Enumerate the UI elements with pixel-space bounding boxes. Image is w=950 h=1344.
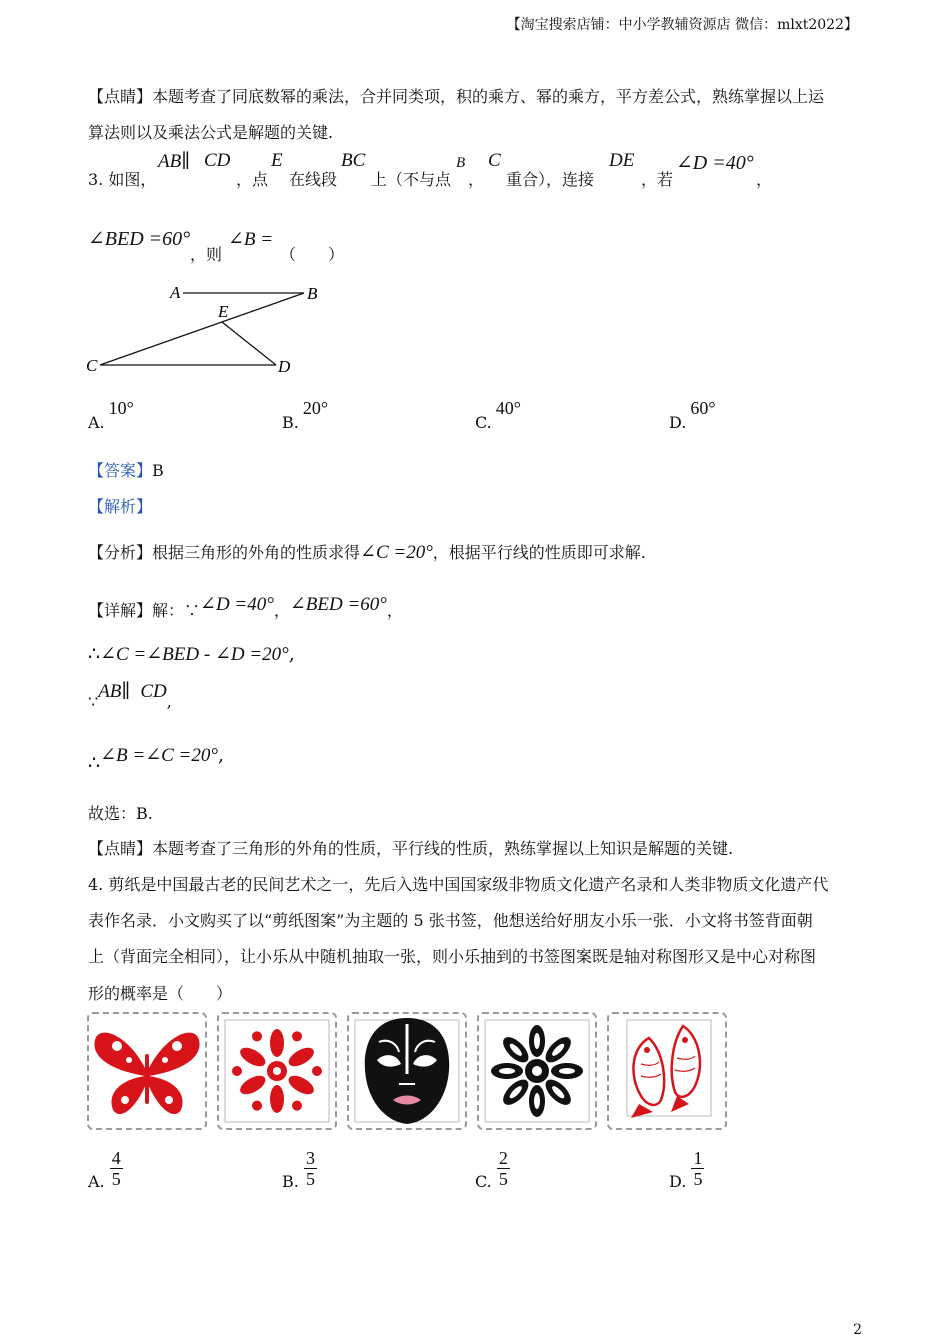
q3-number: 3. 如图， <box>88 170 157 189</box>
q3-figure <box>80 278 340 382</box>
q4-option-a[interactable]: A. $\frac{4}{5}$ <box>88 1148 121 1191</box>
q4-option-b[interactable]: B. $\frac{3}{5}$ <box>282 1148 315 1191</box>
prev-review-line1 <box>88 84 824 107</box>
q3-t3: 上（不与点 <box>371 170 452 189</box>
bookmark-card-5 <box>607 1012 727 1130</box>
q3-option-d[interactable]: D.60° <box>669 398 716 432</box>
q3-t5: 重合），连接 <box>506 170 595 189</box>
q3-jiexi-tag: 【解析】 <box>88 497 153 516</box>
q3-angle-b: ∠B = <box>228 229 274 250</box>
q3-t7: ， <box>756 170 773 189</box>
q3-detail: 【详解】解：∵∠D =40°，∠BED =60°， <box>88 594 403 620</box>
q3-bc: BC <box>341 150 366 171</box>
segment-bc <box>100 293 304 365</box>
q3-b: B <box>456 155 466 171</box>
review-text: 本题考查了同底数幂的乘法，合并同类项，积的乘方、幂的乘方，平方差公式，熟练掌握以上运 <box>152 87 825 106</box>
q4-line1: 4. 剪纸是中国最古老的民间艺术之一，先后入选中国国家级非物质文化遗产名录和人类非物质文化遗产代 <box>88 875 829 894</box>
q3-choose: 故选：B. <box>88 804 153 823</box>
q4-option-d[interactable]: D. $\frac{1}{5}$ <box>669 1148 703 1191</box>
prev-review-line2: 算法则以及乘法公式是解题的关键. <box>88 123 334 142</box>
q3-de: DE <box>609 150 635 171</box>
butterfly-icon <box>89 1014 205 1128</box>
q3-step2: ∵AB∥ CD, <box>88 681 172 711</box>
opera-mask-icon <box>349 1014 465 1128</box>
bookmark-card-4 <box>477 1012 597 1130</box>
label-c: C <box>86 356 98 375</box>
q4-line3: 上（背面完全相同），让小乐从中随机抽取一张，则小乐抽到的书签图案既是轴对称图形又是中心对称图 <box>88 947 817 966</box>
q3-cd: CD <box>204 150 231 171</box>
q3-answer: 【答案】B <box>88 461 164 480</box>
label-d: D <box>278 357 291 376</box>
label-b: B <box>307 284 318 303</box>
review-tag: 【点睛】 <box>88 87 153 106</box>
segment-ed <box>222 322 276 365</box>
q3-t8: ，则 <box>190 245 223 264</box>
q3-paren: （ ） <box>280 245 345 264</box>
q3-step3: ∴∠B =∠C =20°, <box>88 744 224 774</box>
page-number: 2 <box>853 1322 862 1338</box>
mandala-icon <box>479 1014 595 1128</box>
twin-fish-icon <box>609 1014 725 1128</box>
q4-line4: 形的概率是（ ） <box>88 984 233 1003</box>
label-e: E <box>218 302 229 321</box>
q3-step1: ∴∠C =∠BED - ∠D =20°, <box>88 643 295 665</box>
bookmark-card-1 <box>87 1012 207 1130</box>
q3-t1: ，点 <box>236 170 269 189</box>
label-a: A <box>170 283 181 302</box>
q3-ab: AB∥ <box>158 151 190 172</box>
q3-option-a[interactable]: A.10° <box>88 398 134 432</box>
q3-review: 【点睛】本题考查了三角形的外角的性质，平行线的性质，熟练掌握以上知识是解题的关键. <box>88 839 734 858</box>
q3-t2: 在线段 <box>289 170 338 189</box>
bookmark-card-3 <box>347 1012 467 1130</box>
q3-angle-d: ∠D =40° <box>676 152 754 174</box>
q4-option-c[interactable]: C. $\frac{2}{5}$ <box>475 1148 508 1191</box>
q3-c: C <box>488 150 501 171</box>
q3-option-c[interactable]: C.40° <box>475 398 521 432</box>
q3-t6: ，若 <box>641 170 674 189</box>
q3-e: E <box>271 150 283 171</box>
bookmark-card-2 <box>217 1012 337 1130</box>
q3-analysis: 【分析】根据三角形的外角的性质求得∠C =20°，根据平行线的性质即可求解. <box>88 542 646 563</box>
q4-line2: 表作名录．小文购买了以“剪纸图案”为主题的 5 张书签，他想送给好朋友小乐一张．小文将书签背面朝 <box>88 911 813 930</box>
q3-t4: ， <box>468 170 485 189</box>
q3-angle-bed: ∠BED =60° <box>88 228 191 250</box>
snowflake-icon <box>219 1014 335 1128</box>
page-header: 【淘宝搜索店铺：中小学教辅资源店 微信：mlxt2022】 <box>506 17 858 33</box>
q3-option-b[interactable]: B.20° <box>282 398 329 432</box>
